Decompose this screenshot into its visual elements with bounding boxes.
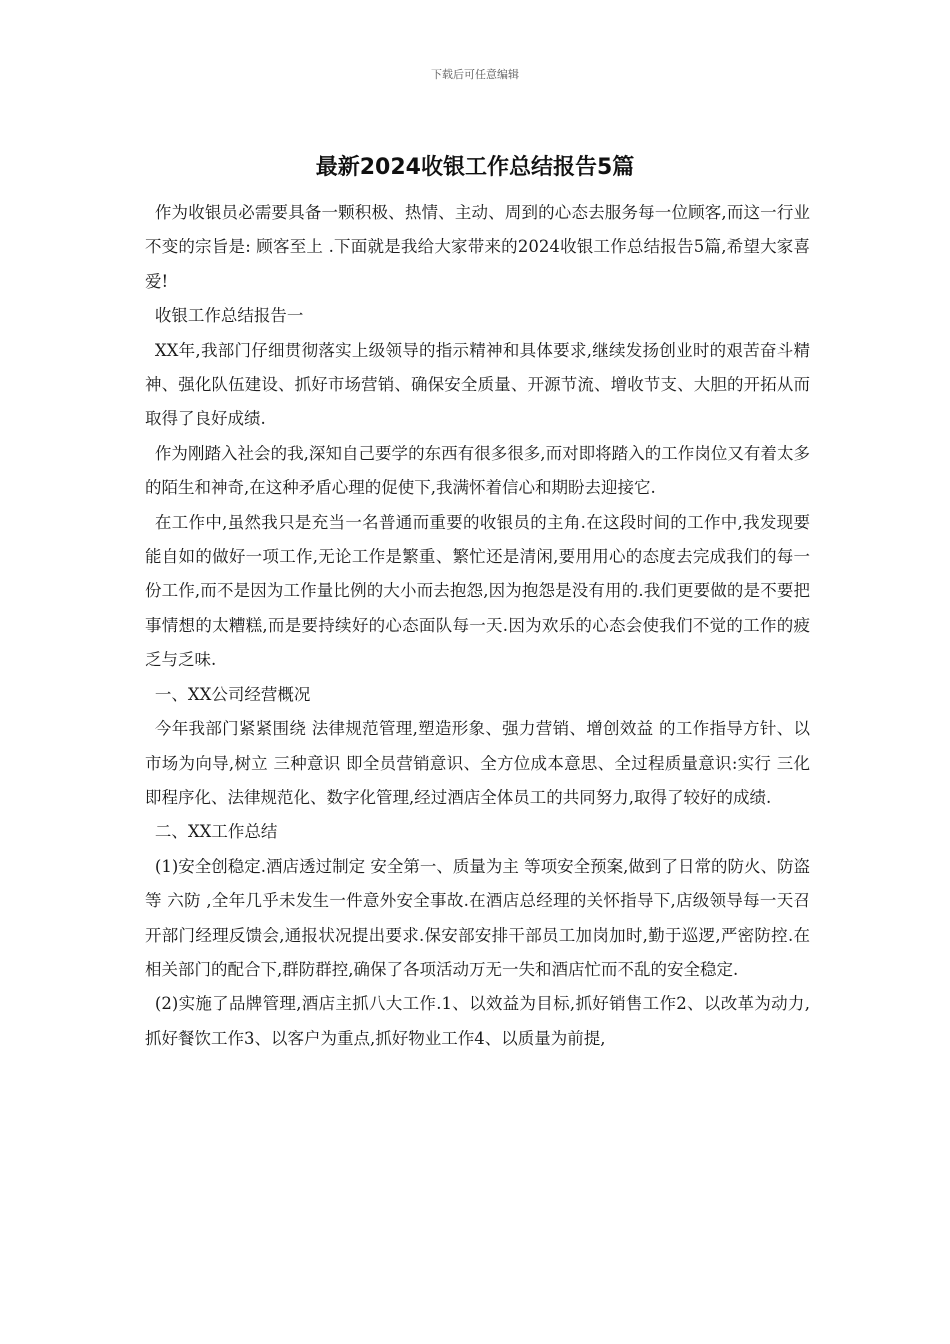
paragraph: 作为刚踏入社会的我,深知自己要学的东西有很多很多,而对即将踏入的工作岗位又有着太多的陌生和神奇,在这种矛盾心理的促使下,我满怀着信心和期盼去迎接它.	[145, 443, 810, 498]
paragraph: 今年我部门紧紧围绕 法律规范管理,塑造形象、强力营销、增创效益 的工作指导方针、以市场为向导,树立 三种意识 即全员营销意识、全方位成本意思、全过程质量意识:实行 三化 即程序化、法律规范化、数字化管理,经过酒店全体员工的共同努力,取得了较好的成绩.	[145, 719, 810, 807]
paragraph: 在工作中,虽然我只是充当一名普通而重要的收银员的主角.在这段时间的工作中,我发现要能自如的做好一项工作,无论工作是繁重、繁忙还是清闲,要用用心的态度去完成我们的每一份工作,而不是因为工作量比例的大小而去抱怨,因为抱怨是没有用的.我们更要做的是不要把事情想的太糟糕,而是要持续好的心态面队每一天.因为欢乐的心态会使我们不觉的工作的疲乏与乏味.	[145, 512, 810, 670]
section-heading-report-one: 收银工作总结报告一	[154, 306, 304, 326]
document-title: 最新2024收银工作总结报告5篇	[315, 155, 635, 180]
section-heading-overview: 一、XX公司经营概况	[154, 684, 311, 704]
paragraph: (1)安全创稳定.酒店透过制定 安全第一、质量为主 等项安全预案,做到了日常的防火、防盗等 六防 ,全年几乎未发生一件意外安全事故.在酒店总经理的关怀指导下,店级领导每一天召开部门经理反馈会,通报状况提出要求.保安部安排干部员工加岗加时,勤于巡逻,严密防控.在相关部门的配合下,群防群控,确保了各项活动万无一失和酒店忙而不乱的安全稳定.	[145, 856, 810, 979]
paragraph: XX年,我部门仔细贯彻落实上级领导的指示精神和具体要求,继续发扬创业时的艰苦奋斗精神、强化队伍建设、抓好市场营销、确保安全质量、开源节流、增收节支、大胆的开拓从而取得了良好成绩.	[145, 340, 810, 429]
section-heading-summary: 二、XX工作总结	[154, 822, 278, 842]
paragraph: (2)实施了品牌管理,酒店主抓八大工作.1、以效益为目标,抓好销售工作2、以改革为动力,抓好餐饮工作3、以客户为重点,抓好物业工作4、以质量为前提,	[145, 994, 810, 1048]
header-note: 下载后可任意编辑	[431, 68, 519, 81]
document-body	[145, 196, 810, 1056]
paragraph-intro: 作为收银员必需要具备一颗积极、热情、主动、周到的心态去服务每一位顾客,而这一行业不变的宗旨是: 顾客至上 .下面就是我给大家带来的2024收银工作总结报告5篇,希望大家喜爱!	[145, 203, 810, 291]
